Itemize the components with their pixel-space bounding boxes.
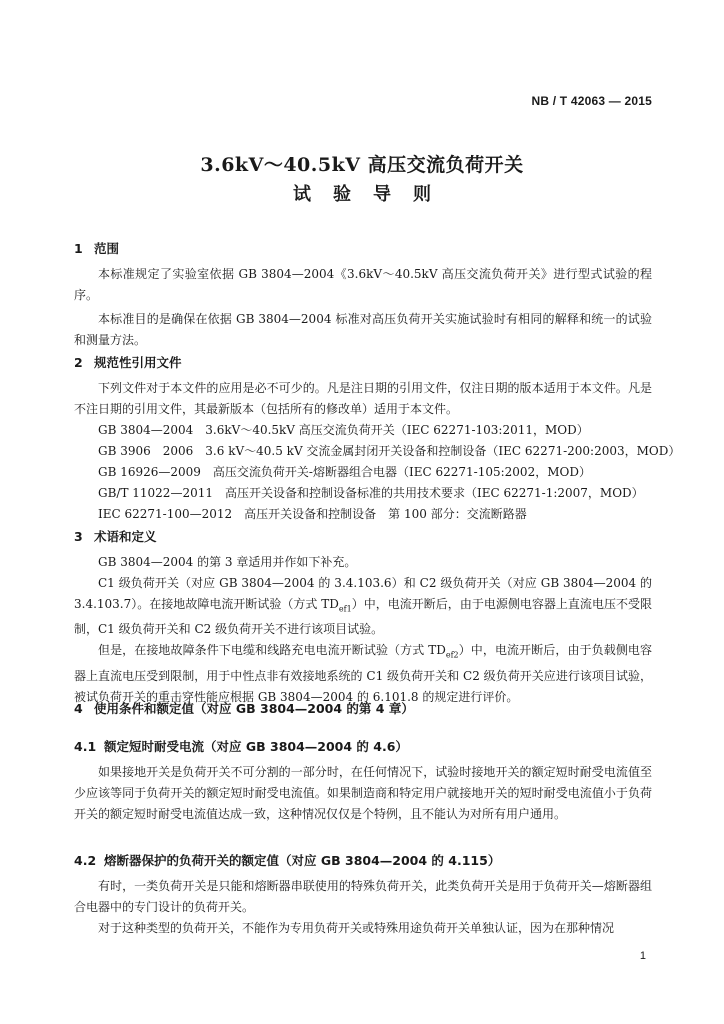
paragraph: 如果接地开关是负荷开关不可分割的一部分时，在任何情况下，试验时接地开关的额定短时耐受电流值至少应该等同于负荷开关的额定短时耐受电流值。如果制造商和特定用户就接地开关的短时耐受电流值小于负荷开关的额定短时耐受电流值达成一致，这种情况仅仅是个特例，且不能认为对所有用户通用。 [74,765,652,821]
paragraph: 本标准目的是确保在依据 GB 3804—2004 标准对高压负荷开关实施试验时有相同的解释和统一的试验和测量方法。 [74,312,652,347]
page-number: 1 [639,950,646,962]
section-4-2 [74,850,652,871]
subsection-heading: 4.2 熔断器保护的负荷开关的额定值（对应 GB 3804—2004 的 4.115） [74,853,501,868]
reference-item: GB/T 11022—2011 高压开关设备和控制设备标准的共用技术要求（IEC 62271-1:2007，MOD） [98,486,644,500]
section-4 [74,698,652,719]
section-3-body [74,552,652,708]
paragraph: 但是，在接地故障条件下电缆和线路充电电流开断试验（方式 $TD_{ef2}$）中，电流开断后，由于负载侧电容器上直流电压受到限制，用于中性点非有效接地系统的 C1 级负荷开关和 C2 级负荷开关应进行该项目试验，被试负荷开关的重击穿性能应根据 GB 3804—2004 的 6.101.8 的规定进行评价。 [74,643,652,704]
paragraph: GB 3804—2004 的第 3 章适用并作如下补充。 [98,555,357,569]
reference-item: GB 3804—2004 3.6kV～40.5kV 高压交流负荷开关（IEC 62271-103:2011，MOD） [98,423,589,437]
section-4-1-body [74,762,652,825]
standard-code: NB / T 42063 — 2015 [531,94,652,108]
paragraph: 有时，一类负荷开关是只能和熔断器串联使用的特殊负荷开关，此类负荷开关是用于负荷开关—熔断器组合电器中的专门设计的负荷开关。 [74,879,652,914]
paragraph: 下列文件对于本文件的应用是必不可少的。凡是注日期的引用文件，仅注日期的版本适用于本文件。凡是不注日期的引用文件，其最新版本（包括所有的修改单）适用于本文件。 [74,381,652,416]
reference-item: GB 16926—2009 高压交流负荷开关-熔断器组合电器（IEC 62271-105:2002，MOD） [98,465,591,479]
paragraph: 对于这种类型的负荷开关，不能作为专用负荷开关或特殊用途负荷开关单独认证，因为在那种情况 [98,921,615,935]
section-2 [74,352,652,373]
section-1-body [74,264,652,351]
paragraph: C1 级负荷开关（对应 GB 3804—2004 的 3.4.103.6）和 C2 级负荷开关（对应 GB 3804—2004 的 3.4.103.7）。在接地故障电流开断试验（方式 $TD_{ef1}$）中，电流开断后，由于电源侧电容器上直流电压不受限制，C1 级负荷开关和 C2 级负荷开关不进行该项目试验。 [74,576,652,637]
document-title: 3.6kV～40.5kV 高压交流负荷开关 [200,154,524,176]
section-4-2-body [74,876,652,939]
reference-item: GB 3906 2006 3.6 kV～40.5 kV 交流金属封闭开关设备和控制设备（IEC 62271-200:2003，MOD） [98,444,681,458]
document-subtitle: 试验导则 [293,184,453,205]
section-2-body [74,378,681,525]
paragraph: 本标准规定了实验室依据 GB 3804—2004《3.6kV～40.5kV 高压交流负荷开关》进行型式试验的程序。 [74,267,652,302]
section-1 [74,238,652,259]
subsection-heading: 4.1 额定短时耐受电流（对应 GB 3804—2004 的 4.6） [74,739,408,754]
section-3 [74,526,652,547]
reference-item: IEC 62271-100—2012 高压开关设备和控制设备 第 100 部分：交流断路器 [98,507,527,521]
section-heading: 1 范围 [74,241,120,256]
section-heading: 2 规范性引用文件 [74,355,182,370]
section-heading: 4 使用条件和额定值（对应 GB 3804—2004 的第 4 章） [74,701,414,716]
section-4-1 [74,736,652,757]
section-heading: 3 术语和定义 [74,529,157,544]
